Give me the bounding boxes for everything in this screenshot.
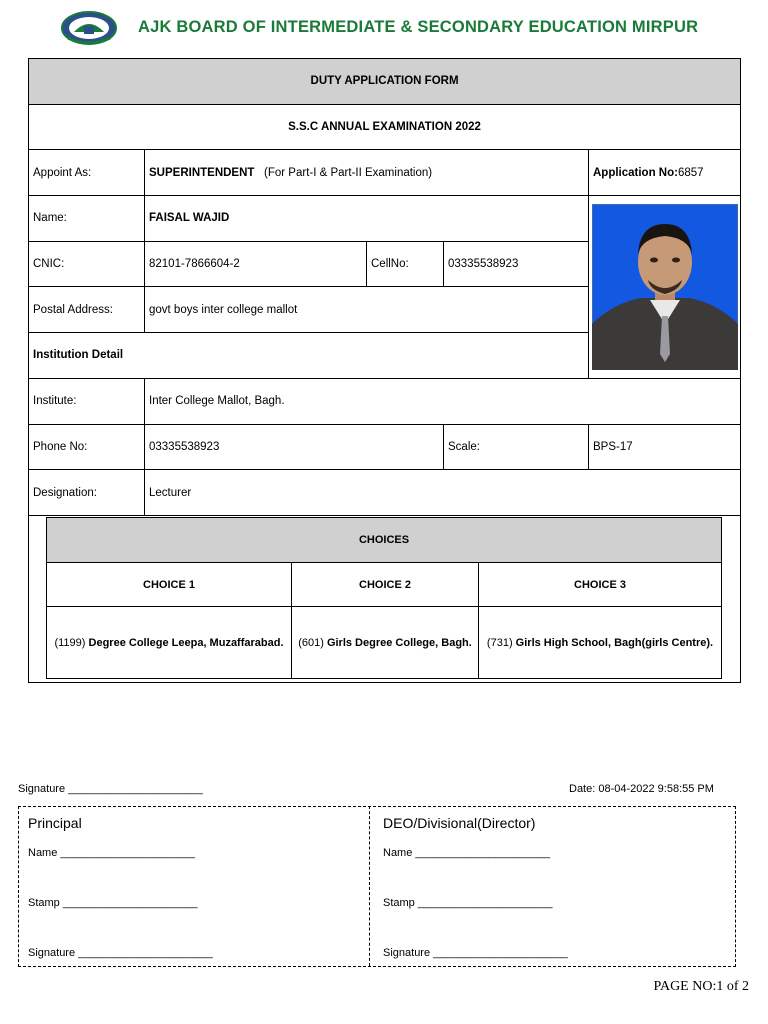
principal-heading: Principal (28, 815, 82, 831)
cell-label: CellNo: (367, 241, 444, 287)
deo-signature-line: Signature ______________________ (383, 947, 568, 959)
choices-title: CHOICES (47, 518, 722, 563)
choice-3-name: Girls High School, Bagh(girls Centre). (515, 636, 714, 649)
choice-1-value (47, 607, 292, 679)
application-no-value: 6857 (677, 166, 704, 179)
name-label: Name: (29, 196, 145, 242)
photo-cell (589, 196, 741, 379)
postal-label: Postal Address: (29, 287, 145, 333)
deo-name-line: Name ______________________ (383, 847, 550, 859)
choice-3-code: (731) (486, 636, 513, 649)
designation-row (29, 470, 741, 516)
deo-stamp-line: Stamp ______________________ (383, 897, 553, 909)
board-title: AJK BOARD OF INTERMEDIATE & SECONDARY EDUCATION MIRPUR (138, 18, 699, 36)
appoint-row (29, 150, 741, 196)
phone-row (29, 424, 741, 470)
scale-label: Scale: (444, 424, 589, 470)
applicant-signature-line: Signature ______________________ (18, 783, 203, 795)
phone-value: 03335538923 (145, 424, 444, 470)
board-crest-logo-icon (60, 10, 118, 46)
institute-value: Inter College Mallot, Bagh. (145, 378, 741, 424)
choices-header-row (47, 563, 722, 607)
cnic-label: CNIC: (29, 241, 145, 287)
choices-values-row (47, 607, 722, 679)
applicant-photo-icon (592, 204, 738, 370)
choice-2-header: CHOICE 2 (292, 563, 479, 607)
institution-detail-heading: Institution Detail (29, 333, 589, 379)
deo-heading: DEO/Divisional(Director) (383, 815, 536, 831)
authority-divider (369, 806, 370, 966)
designation-label: Designation: (29, 470, 145, 516)
appoint-cell (145, 150, 589, 196)
appoint-label: Appoint As: (29, 150, 145, 196)
choice-1-header: CHOICE 1 (47, 563, 292, 607)
choice-3-header: CHOICE 3 (479, 563, 722, 607)
form-title-row (29, 59, 741, 105)
institute-row (29, 378, 741, 424)
phone-label: Phone No: (29, 424, 145, 470)
name-value: FAISAL WAJID (145, 196, 589, 242)
choice-3-value (479, 607, 722, 679)
principal-name-line: Name ______________________ (28, 847, 195, 859)
form-subtitle-row (29, 104, 741, 150)
principal-stamp-line: Stamp ______________________ (28, 897, 198, 909)
authority-box (18, 806, 736, 967)
choices-table (46, 517, 722, 679)
application-form-table (28, 58, 741, 516)
institute-label: Institute: (29, 378, 145, 424)
cnic-value: 82101-7866604-2 (145, 241, 367, 287)
designation-value: Lecturer (145, 470, 741, 516)
application-no-label: Application No: (593, 166, 678, 179)
choice-2-value (292, 607, 479, 679)
submission-date: Date: 08-04-2022 9:58:55 PM (569, 783, 714, 795)
choices-title-row (47, 518, 722, 563)
choice-2-code: (601) (298, 636, 324, 649)
page-number: PAGE NO:1 of 2 (653, 979, 749, 994)
choice-2-name: Girls Degree College, Bagh. (326, 636, 472, 649)
application-no-cell (589, 150, 741, 196)
principal-signature-line: Signature ______________________ (28, 947, 213, 959)
name-row (29, 196, 741, 242)
choice-1-name: Degree College Leepa, Muzaffarabad. (88, 636, 284, 649)
postal-value: govt boys inter college mallot (145, 287, 589, 333)
form-subtitle: S.S.C ANNUAL EXAMINATION 2022 (29, 104, 741, 150)
choice-1-code: (1199) (54, 636, 86, 649)
appoint-value: SUPERINTENDENT (149, 166, 255, 179)
cell-value: 03335538923 (444, 241, 589, 287)
appoint-note: (For Part-I & Part-II Examination) (264, 166, 433, 179)
scale-value: BPS-17 (589, 424, 741, 470)
form-title: DUTY APPLICATION FORM (29, 59, 741, 105)
